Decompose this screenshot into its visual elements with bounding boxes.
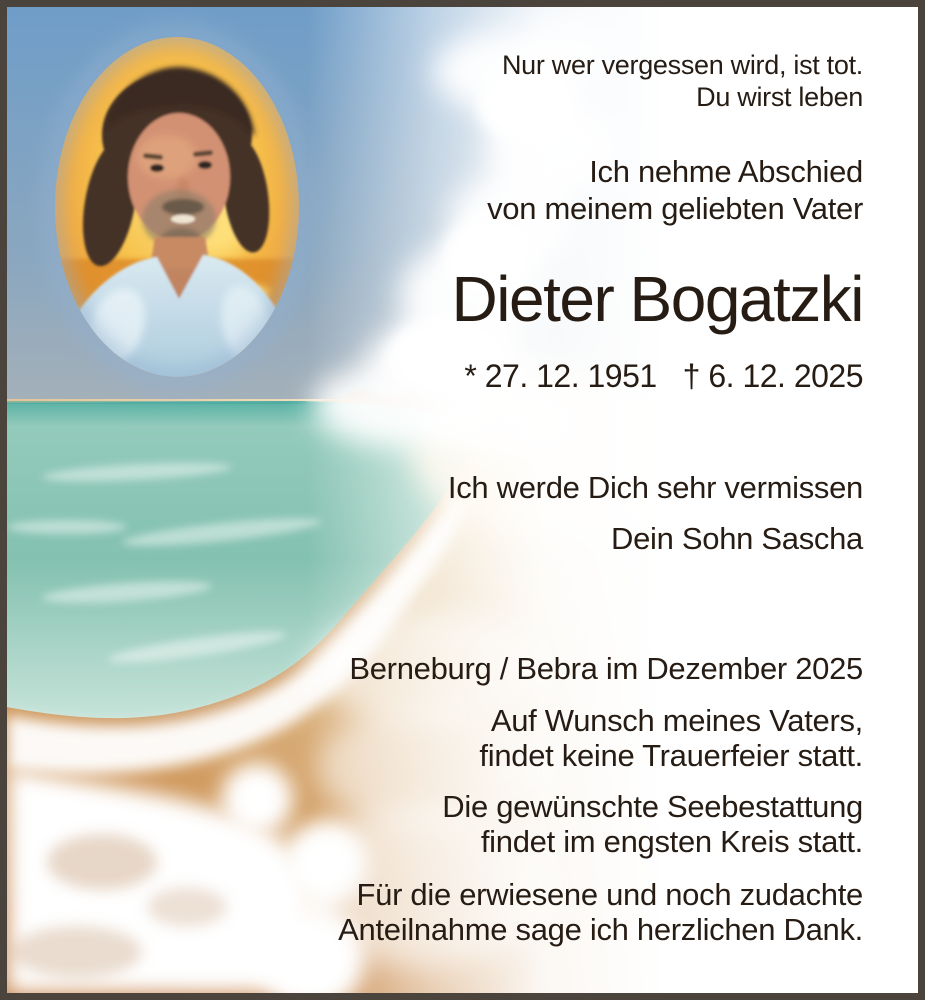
announcement-thanks [338,877,863,947]
announcement-line: Für die erwiesene und noch zudachte [356,877,863,912]
announcement-sea-burial [442,789,863,859]
announcement-line: Die gewünschte Seebestattung [442,789,863,824]
farewell-intro [487,153,863,227]
announcement-line: Auf Wunsch meines Vaters, [490,703,863,738]
epigraph [502,49,863,113]
place-and-date: Berneburg / Bebra im Dezember 2025 [349,651,863,686]
mourner-name: Dein Sohn Sascha [611,521,863,556]
announcement-line: Anteilnahme sage ich herzlichen Dank. [338,912,863,947]
intro-line-2: von meinem geliebten Vater [487,191,863,226]
announcement-no-service [479,703,863,773]
announcement-line: findet im engsten Kreis statt. [480,824,863,859]
epigraph-line-2: Du wirst leben [696,82,863,112]
birth-date: * 27. 12. 1951 [464,358,657,394]
portrait-photo [47,29,311,389]
death-date: † 6. 12. 2025 [682,358,863,394]
epigraph-line-1: Nur wer vergessen wird, ist tot. [501,50,863,80]
announcement-line: findet keine Trauerfeier statt. [479,738,863,773]
intro-line-1: Ich nehme Abschied [589,154,863,189]
life-dates [464,358,863,395]
deceased-name: Dieter Bogatzki [451,263,863,335]
farewell-message: Ich werde Dich sehr vermissen [447,470,863,505]
